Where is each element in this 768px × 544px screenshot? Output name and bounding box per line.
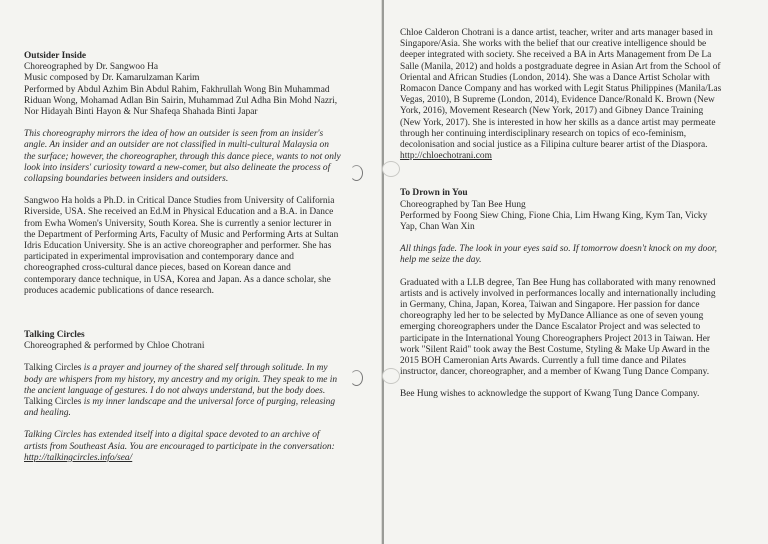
section-title-talking-circles: Talking Circles — [24, 330, 85, 341]
punch-hole-lower-right — [382, 368, 400, 384]
left-column — [24, 0, 342, 464]
archive-link[interactable]: http://talkingcircles.info/sea/ — [24, 452, 133, 463]
work-description-2 — [24, 363, 342, 419]
punch-hole-upper-left — [350, 165, 363, 181]
right-page — [384, 0, 768, 544]
archive-note — [24, 430, 342, 464]
section-title-outsider-inside: Outsider Inside — [24, 51, 87, 61]
archive-text: Talking Circles has extended itself into a digital space devoted to an archive of artists from Southeast Asia. You are encouraged to participate in the conversation: — [24, 430, 335, 452]
bio-text: Chloe Calderon Chotrani is a dance artist, teacher, writer and arts manager based in Singapore/Asia. She works with the belief that our creative intelligence should be deeper integrated with society. She received a BA in Arts Management from De La Salle (Manila, 2012) and holds a postgraduate degree in Asian Art from the School of Oriental and African Studies (London, 2014). She was a Dance Artist Scholar with Romacon Dance Company and has worked with Legit Status Philippines (Manila/Las Vegas, 2010), B Supreme (London, 2014), Evidence Dance/Ronald K. Brown (New York, 2016), Movement Research (New York, 2017) and Gibney Dance Training (New York, 2017). She is interested in how her skills as a dance artist may permeate through her continuing interdisciplinary research on topics of eco-feminism, decolonisation and social justice as a Filipina culture bearer artist of the Diaspora. — [400, 28, 722, 151]
performer-bio-chloe — [400, 28, 722, 162]
work-description-3: All things fade. The look in your eyes said so. If tomorrow doesn't knock on my door, help me seize the day. — [400, 244, 717, 266]
left-page — [0, 0, 382, 544]
choreographer-bio-3: Graduated with a LLB degree, Tan Bee Hung has collaborated with many renowned artists and is actively involved in performances locally and internationally including in Germany, China, Japan, Korea, Taiwan and Singapore. Her passion for dance choreography led her to be selected by MyDance Alliance as one of seven young emerging choreographers under the Dance Escalator Project and was selected to participate in the International Young Choreographers Project 2013 in Taiwan. Her work "Silent Raid" took away the Best Costume, Styling & Make Up Award in the 2015 BOH Cameronian Arts Awards. Currently a full time dance and Pilates instructor, dancer, choreographer, and a member of Kwang Tung Dance Company. — [400, 277, 716, 378]
punch-hole-lower-left — [350, 370, 363, 386]
acknowledgement: Bee Hung wishes to acknowledge the support of Kwang Tung Dance Company. — [400, 389, 700, 400]
right-column — [400, 0, 722, 401]
choreographer-credit: Choreographed by Dr. Sangwoo Ha — [24, 62, 159, 73]
description-text-end: is my inner landscape and the universal force of purging, releasing and healing. — [24, 397, 336, 419]
performers-credit-3: Performed by Foong Siew Ching, Fione Chia, Lim Hwang King, Kym Tan, Vicky Yap, Chan Wan Xin — [400, 210, 708, 233]
work-description: This choreography mirrors the idea of how an outsider is seen from an insider's angle. An insider and an outsider are not classified in multi-cultural Malaysia on the surface; however, the choreographer, through this dance piece, wants to not only look into insiders' curiosity toward a new-comer, but also delineate the process of collapsing boundaries between insiders and outsiders. — [24, 129, 341, 185]
punch-hole-upper-right — [382, 161, 400, 177]
choreographer-credit-3: Choreographed by Tan Bee Hung — [400, 199, 526, 210]
title-ref: Talking Circles — [24, 363, 82, 374]
title-ref-2: Talking Circles — [24, 397, 82, 408]
music-credit: Music composed by Dr. Kamarulzaman Karim — [24, 73, 200, 84]
choreographer-credit-2: Choreographed & performed by Chloe Chotrani — [24, 341, 205, 352]
description-text: is a prayer and journey of the shared self through solitude. In my body are whispers from my history, my ancestry and my origin. They speak to me in the ancient language of gestures. I do not always understand, but the body does. — [24, 363, 338, 396]
website-link[interactable]: http://chloechotrani.com — [400, 151, 492, 162]
section-title-to-drown-in-you: To Drown in You — [400, 188, 468, 199]
performers-credit: Performed by Abdul Azhim Bin Abdul Rahim, Fakhrullah Wong Bin Muhammad Riduan Wong, Mohamad Adlan Bin Sairin, Muhammad Zul Adha Bin Mohd Nazri, Nor Hidayah Binti Hayon & Nur Shafeqa Shahada Binti Japar — [24, 84, 338, 118]
choreographer-bio: Sangwoo Ha holds a Ph.D. in Critical Dance Studies from University of California Riverside, USA. She received an Ed.M in Physical Education and a B.A. in Dance from Ewha Women's University, South Korea. She is currently a senior lecturer in the Department of Performing Arts, Faculty of Music and Performing Arts at Sultan Idris Education University. She is an active choreographer and performer. She has participated in experimental improvisation and contemporary dance and choreographed cross-cultural dance pieces, based on Korean dance and contemporary dance technique, in USA, Korea and Japan. As a dance scholar, she produces academic publications of dance research. — [24, 196, 339, 296]
